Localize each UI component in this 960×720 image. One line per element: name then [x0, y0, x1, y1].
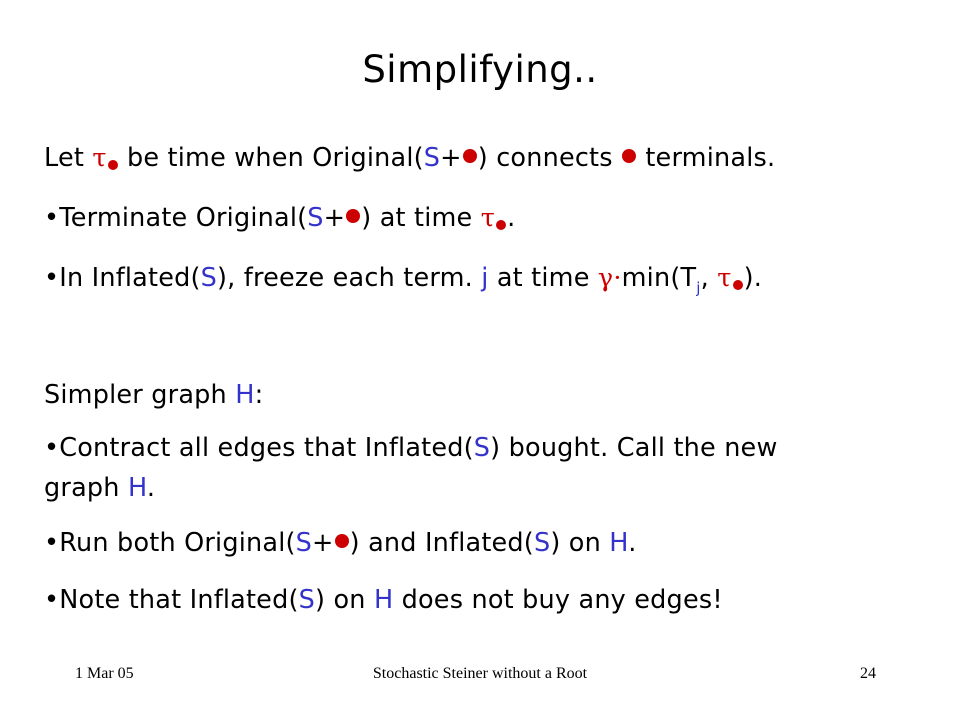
text: be time when Original( — [118, 143, 424, 173]
text: ) at time — [361, 203, 481, 233]
j-variable: j — [481, 263, 489, 293]
bullet-run-both — [44, 528, 637, 558]
bullet: • — [44, 203, 60, 233]
s-variable: S — [298, 585, 315, 615]
s-variable: S — [200, 263, 218, 293]
tau-symbol: τ — [717, 263, 732, 293]
text: ) connects — [477, 143, 622, 173]
bullet-contract — [44, 433, 778, 463]
text: graph — [44, 473, 128, 503]
text: : — [254, 380, 264, 410]
tau-symbol: τ — [92, 143, 107, 173]
h-variable: H — [235, 380, 255, 410]
text: Run both Original( — [59, 528, 296, 558]
red-dot-icon — [108, 160, 118, 170]
text: Let — [44, 143, 93, 173]
plus: + — [312, 528, 334, 558]
bullet: • — [44, 585, 60, 615]
plus: + — [440, 143, 462, 173]
subscript-j: j — [696, 279, 701, 297]
text: ). — [743, 263, 763, 293]
text: terminals. — [637, 143, 776, 173]
line-let-tau — [44, 143, 775, 173]
red-dot-icon — [463, 149, 477, 163]
bullet-freeze — [44, 263, 762, 297]
h-variable: H — [127, 473, 147, 503]
simpler-graph-heading — [44, 380, 263, 410]
bullet-contract-cont — [44, 473, 155, 503]
text: does not buy any edges! — [393, 585, 723, 615]
red-dot-icon — [496, 220, 506, 230]
text: ), freeze each term. — [217, 263, 482, 293]
s-variable: S — [473, 433, 491, 463]
bullet-note — [44, 585, 723, 615]
bullet-terminate — [44, 203, 515, 233]
text: min(T — [621, 263, 697, 293]
red-dot-icon — [622, 149, 636, 163]
text: Contract all edges that Inflated( — [59, 433, 474, 463]
text: ) on — [315, 585, 374, 615]
footer-date: 1 Mar 05 — [75, 665, 134, 682]
plus: + — [323, 203, 346, 233]
gamma-symbol: γ· — [597, 263, 622, 293]
bullet: • — [44, 433, 60, 463]
h-variable: H — [373, 585, 394, 615]
text: Simpler graph — [44, 380, 236, 410]
s-variable: S — [307, 203, 324, 233]
text: ) on — [550, 528, 610, 558]
text: . — [146, 473, 156, 503]
slide-title: Simplifying.. — [362, 48, 598, 91]
footer-title: Stochastic Steiner without a Root — [372, 665, 588, 682]
page-number: 24 — [860, 665, 876, 682]
s-variable: S — [295, 528, 313, 558]
text: ) bought. Call the new — [490, 433, 778, 463]
text: . — [507, 203, 516, 233]
red-dot-icon — [346, 209, 360, 223]
s-variable: S — [423, 143, 441, 173]
s-variable: S — [533, 528, 551, 558]
red-dot-icon — [733, 280, 743, 290]
bullet: • — [44, 528, 60, 558]
text: . — [628, 528, 637, 558]
text: In Inflated( — [59, 263, 201, 293]
text: ) and Inflated( — [349, 528, 534, 558]
red-dot-icon — [335, 534, 349, 548]
text: Terminate Original( — [59, 203, 308, 233]
text: Note that Inflated( — [59, 585, 299, 615]
tau-symbol: τ — [480, 203, 496, 233]
bullet: • — [44, 263, 60, 293]
text: at time — [488, 263, 598, 293]
h-variable: H — [609, 528, 629, 558]
text: , — [700, 263, 718, 293]
